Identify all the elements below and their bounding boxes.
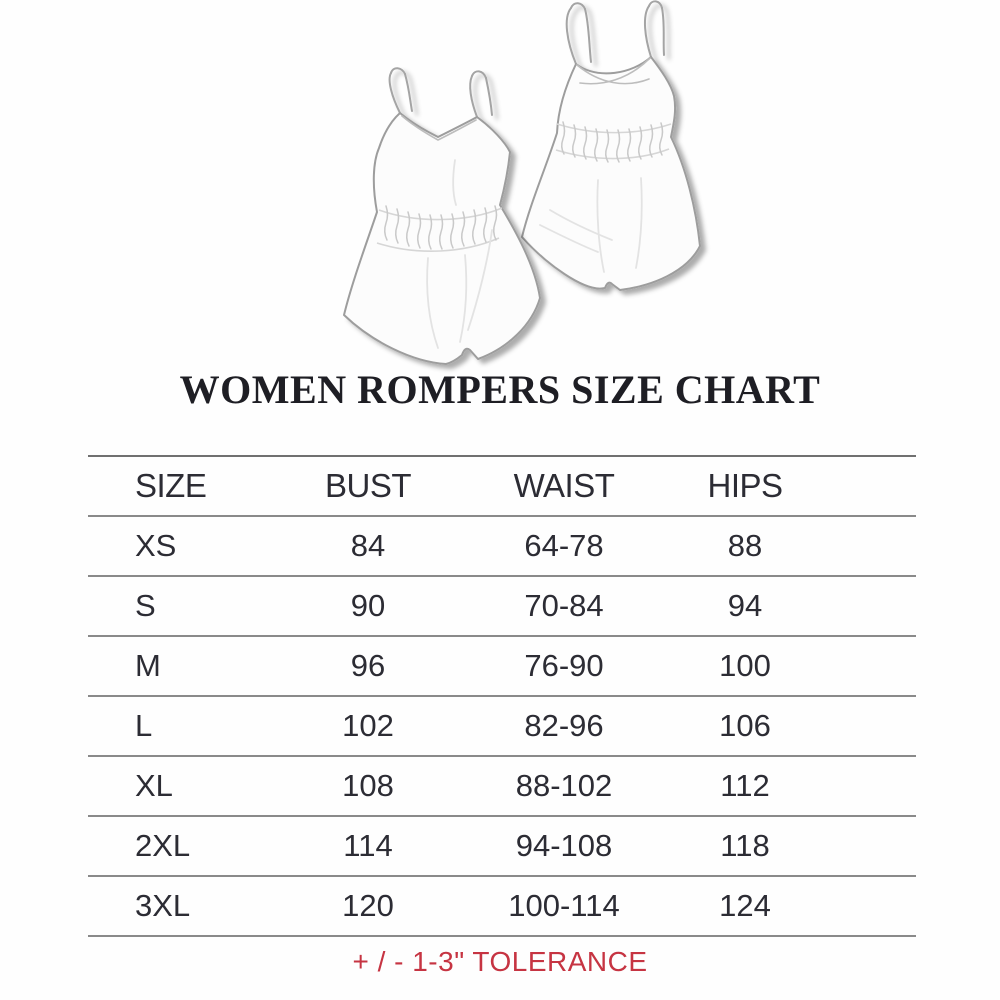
- rompers-illustration: [0, 0, 1000, 400]
- table-row-3xl: [88, 877, 916, 937]
- header-hips: HIPS: [707, 467, 783, 504]
- cell-size: XL: [135, 768, 173, 803]
- table-row-m: [88, 637, 916, 697]
- cell-waist: 100-114: [508, 888, 620, 923]
- cell-waist: 64-78: [524, 528, 604, 563]
- cell-hips: 106: [719, 708, 771, 743]
- cell-bust: 102: [342, 708, 394, 743]
- cell-bust: 108: [342, 768, 394, 803]
- cell-hips: 100: [719, 648, 771, 683]
- page-title: WOMEN ROMPERS SIZE CHART: [179, 367, 821, 412]
- cell-size: L: [135, 708, 153, 743]
- cell-waist: 88-102: [515, 768, 613, 803]
- cell-bust: 96: [350, 648, 386, 683]
- romper-back-view: [522, 1, 700, 290]
- cell-bust: 84: [350, 528, 386, 563]
- cell-size: M: [135, 648, 161, 683]
- cell-bust: 120: [342, 888, 394, 923]
- table-row-s: [88, 577, 916, 637]
- cell-hips: 94: [727, 588, 763, 623]
- table-row-2xl: [88, 817, 916, 877]
- romper-front-view: [344, 68, 540, 364]
- cell-bust: 114: [343, 828, 393, 863]
- cell-waist: 70-84: [524, 588, 604, 623]
- size-chart-table: [88, 455, 916, 937]
- cell-size: 3XL: [135, 888, 191, 923]
- table-row-xs: [88, 517, 916, 577]
- header-waist: WAIST: [513, 467, 615, 504]
- table-row-l: [88, 697, 916, 757]
- cell-size: XS: [135, 528, 177, 563]
- header-bust: BUST: [324, 467, 411, 504]
- cell-hips: 124: [719, 888, 771, 923]
- cell-size: S: [135, 588, 156, 623]
- tolerance-note: + / - 1-3" TOLERANCE: [352, 946, 648, 977]
- table-row-xl: [88, 757, 916, 817]
- cell-hips: 118: [720, 828, 770, 863]
- header-size: SIZE: [135, 467, 207, 504]
- cell-waist: 94-108: [515, 828, 613, 863]
- table-header-row: [88, 457, 916, 517]
- cell-hips: 112: [720, 768, 770, 803]
- cell-waist: 82-96: [524, 708, 604, 743]
- cell-size: 2XL: [135, 828, 191, 863]
- cell-bust: 90: [350, 588, 386, 623]
- cell-waist: 76-90: [524, 648, 604, 683]
- cell-hips: 88: [727, 528, 763, 563]
